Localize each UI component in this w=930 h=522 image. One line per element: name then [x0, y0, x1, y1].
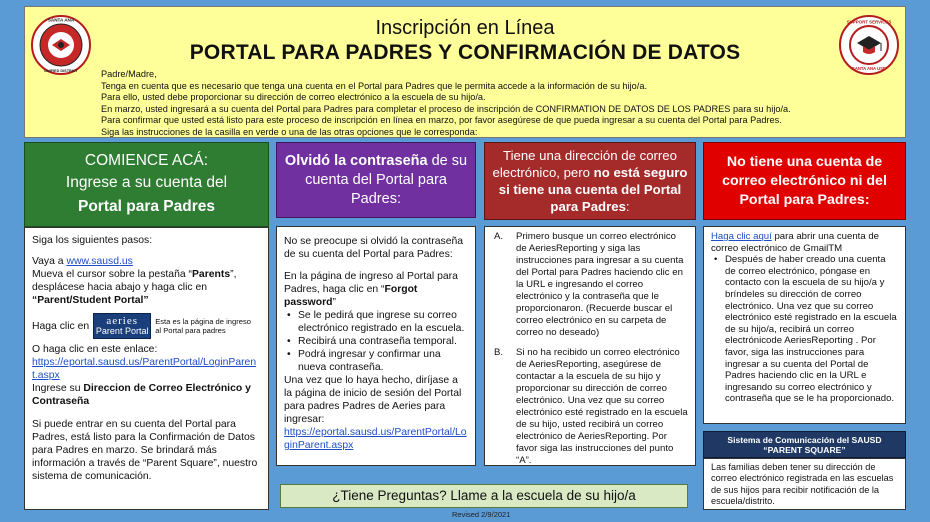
no-account-steps [711, 254, 898, 405]
item-marker: B. [494, 347, 504, 358]
parents-tab-label: Parents [191, 269, 231, 280]
intro-text [101, 69, 821, 139]
unsure-text-c: : [625, 199, 630, 214]
seal-text-bottom: UNIFIED DISTRICT [44, 69, 78, 73]
start-here-header [24, 142, 269, 227]
aeries-note: Esta es la página de ingreso al Portal para padres [155, 317, 252, 335]
forgot-steps-list [284, 309, 468, 374]
parent-square-header [703, 431, 906, 458]
logo-text-bottom: SANTA ANA USD [852, 66, 886, 71]
click-aeries-line [32, 313, 261, 339]
start-here-line3: Portal para Padres [78, 197, 215, 215]
forgot-text-a: En la página de ingreso al Portal para Padres, haga clic en “ [284, 271, 458, 295]
aeries-logo-subtitle: Parent Portal [95, 326, 149, 336]
forgot-password-header [276, 142, 476, 218]
hover-instruction [32, 268, 261, 307]
parent-square-text: Las familias deben tener su dirección de correo electrónico registrada en las escuelas de sus hijos para recibir notificación de la escuela/distrito. [711, 462, 894, 507]
no-account-body [703, 226, 906, 424]
no-account-title: No tiene una cuenta de correo electrónico ni del Portal para Padres: [722, 153, 887, 208]
list-item: • Recibirá una contraseña temporal. [284, 335, 468, 348]
parent-square-title: Sistema de Comunicación del SAUSD [727, 434, 882, 445]
unsure-account-body [484, 226, 696, 466]
logo-text-top: SUPPORT SERVICES [846, 19, 892, 25]
credentials-label: Direccion de Correo Electrónico y Contraseña [32, 383, 251, 407]
forgot-password-bold: Olvidó la contraseña [284, 152, 428, 169]
unsure-text-bold: no está seguro si tiene una cuenta del Portal para Padres [498, 165, 688, 214]
forgot-password-link-label: Forgot password [284, 284, 418, 308]
click-here-label: Haga clic en [32, 320, 90, 332]
intro-line: En marzo, usted ingresará a su cuenta del Portal para Padres para completar el proceso de inscripción de CONFIRMATION DE DATOS DE LOS PADRES para su hijo/a. [101, 103, 791, 114]
visit-line [32, 255, 261, 268]
hover-text-a: Mueva el cursor sobre la pestaña “ [32, 269, 192, 280]
forgot-password-rest: de su cuenta del Portal para Padres: [305, 152, 468, 207]
gmail-text: para abrir una cuenta de correo electrónico de GmailTM [711, 231, 880, 254]
or-click-label: O haga clic en este enlace: [32, 344, 158, 355]
questions-banner: ¿Tiene Preguntas? Llame a la escuela de su hijo/a [280, 484, 688, 508]
page-subtitle: Inscripción en Línea [375, 17, 555, 39]
steps-intro: Siga los siguientes pasos: [32, 235, 153, 246]
enter-label: Ingrese su [32, 383, 84, 394]
intro-line: Padre/Madre, [101, 69, 157, 79]
unsure-steps-list [492, 231, 688, 467]
start-here-line1: COMIENCE ACÁ: [84, 151, 209, 169]
intro-line: Para ello, usted debe proporcionar su dirección de correo electrónico a la escuela de su hijo/a. [101, 92, 486, 103]
parent-square-name: “PARENT SQUARE” [763, 444, 846, 455]
forgot-intro: No se preocupe si olvidó la contraseña de su cuenta del Portal para Padres: [284, 236, 464, 260]
parent-student-portal-label: “Parent/Student Portal” [32, 295, 149, 306]
list-item: • Se le pedirá que ingrese su correo electrónico registrado en la escuela. [284, 309, 468, 335]
create-email-link[interactable]: Haga clic aquí [711, 231, 772, 242]
list-item [492, 231, 688, 339]
intro-line: Para confirmar que usted está listo para este proceso de inscripción en línea en marzo, por favor asegúrese de que pueda ingresar a su cuenta del Portal para Padres. [101, 115, 782, 126]
hover-text-c: ”, desplácese hacia abajo y haga clic en [32, 269, 237, 293]
aeries-logo-word: aeries [106, 315, 139, 327]
page-title: PORTAL PARA PADRES Y CONFIRMACIÓN DE DATOS [189, 41, 741, 64]
enter-credentials [32, 382, 261, 408]
item-text: Si no ha recibido un correo electrónico de AeriesReporting, asegúrese de contactar a la escuela de su hijo y proporcionar su dirección de correo electrónico. Una vez que su correo electrónico esté registrado en la escuela de su hijo, usted recibirá un correo electrónico de AeriesReporting. Por favor siga las instrucciones del punto “A”. [516, 347, 688, 466]
unsure-text-a: Tiene una dirección de correo electrónico, pero [492, 148, 677, 180]
list-item [492, 347, 688, 467]
forgot-password-title [283, 152, 469, 209]
gmail-line [711, 231, 898, 254]
aeries-parent-portal-logo[interactable] [93, 313, 151, 339]
forgot-portal-link[interactable]: https://eportal.sausd.us/ParentPortal/LoginParent.aspx [284, 427, 467, 451]
intro-line: Tenga en cuenta que es necesario que tenga una cuenta en el Portal para Padres que le permita accede a la información de su hijo/a. [101, 80, 647, 91]
unsure-account-header [484, 142, 696, 220]
start-here-body [24, 227, 269, 510]
visit-label: Vaya a [32, 256, 67, 267]
start-here-line2: Ingrese a su cuenta del [65, 173, 228, 191]
forgot-password-body [276, 226, 476, 466]
portal-login-link[interactable]: https://eportal.sausd.us/ParentPortal/LoginParent.aspx [32, 357, 257, 381]
forgot-after: Una vez que lo haya hecho, diríjase a la página de inicio de sesión del Portal para padres Padres de Aeries para ingresar: [284, 375, 462, 425]
unsure-account-title [491, 147, 689, 215]
intro-line: Siga las instrucciones de la casilla en verde o una de las otras opciones que le corresponda: [101, 126, 478, 137]
seal-text-top: SANTA ANA [47, 17, 75, 23]
parent-square-body [703, 458, 906, 510]
header-banner [24, 6, 906, 138]
no-account-header [703, 142, 906, 220]
sausd-link[interactable]: www.sausd.us [66, 256, 133, 267]
forgot-click-instruction [284, 270, 468, 309]
ready-message: Si puede entrar en su cuenta del Portal para Padres, está listo para la Confirmación de Datos para Padres en marzo. Se brindará más información a través de “Parent Square”, nuestro sistema de comunicación. [32, 419, 258, 482]
list-item: • Después de haber creado una cuenta de correo electrónico, póngase en contacto con la escuela de su hijo/a y bríndeles su dirección de correo electrónico. Una vez que su correo electrónico esté registrado en la escuela de su hijo/a, recibirá un correo electrónicode AeriesReporting . Por favor, siga las instrucciones para ingresar a su cuenta del Portal de Padres haciendo clic en la URL e ingresando su correo electrónico y contraseña que se le ha proporcionado. [711, 254, 898, 405]
list-item: • Podrá ingresar y confirmar una nueva contraseña. [284, 348, 468, 374]
revised-date: Revised 2/9/2021 [452, 510, 511, 519]
forgot-text-c: ” [332, 297, 336, 308]
item-marker: A. [494, 231, 504, 242]
item-text: Primero busque un correo electrónico de AeriesReporting y siga las instrucciones para ingresar a su cuenta del Portal para Padres haciendo clic en la URL e ingresando el correo electrónico y la contraseña que le proporcionaron. (Recuerde buscar el correo electrónico en su carpeta de correo no deseado) [516, 231, 684, 338]
